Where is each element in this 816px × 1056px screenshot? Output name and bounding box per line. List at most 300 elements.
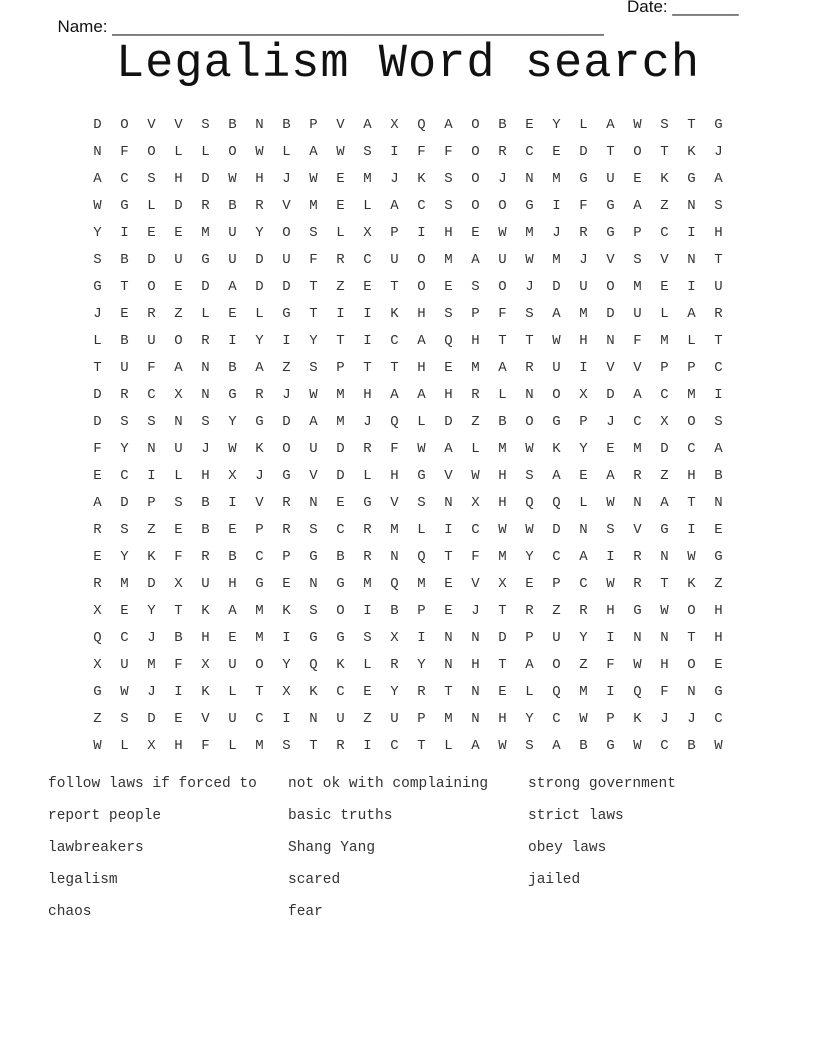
grid-cell: A <box>660 495 669 511</box>
grid-cell: S <box>282 738 291 754</box>
grid-cell: Z <box>714 576 723 592</box>
grid-cell: G <box>93 279 102 295</box>
grid-cell: R <box>282 522 291 538</box>
grid-cell: U <box>228 225 237 241</box>
grid-row <box>84 112 732 139</box>
grid-cell: G <box>579 171 588 187</box>
grid-cell: O <box>147 279 156 295</box>
grid-cell: H <box>579 333 588 349</box>
grid-cell: U <box>552 630 561 646</box>
word-list-item: not ok with complaining <box>288 776 489 792</box>
grid-cell: V <box>471 576 480 592</box>
grid-cell: Y <box>309 333 318 349</box>
grid-cell: J <box>687 711 696 727</box>
grid-cell: L <box>444 738 453 754</box>
grid-cell: M <box>363 576 372 592</box>
grid-cell: T <box>120 279 129 295</box>
grid-cell: A <box>444 441 453 457</box>
grid-cell: O <box>525 414 534 430</box>
grid-cell: B <box>390 603 399 619</box>
grid-cell: W <box>525 522 534 538</box>
grid-cell: R <box>201 198 210 214</box>
grid-cell: S <box>174 495 183 511</box>
grid-cell: I <box>336 306 345 322</box>
grid-cell: J <box>606 414 615 430</box>
grid-cell: L <box>174 468 183 484</box>
grid-cell: P <box>309 117 318 133</box>
grid-cell: E <box>93 549 102 565</box>
grid-cell: V <box>282 198 291 214</box>
grid-cell: N <box>309 711 318 727</box>
grid-cell: E <box>228 630 237 646</box>
grid-cell: E <box>552 144 561 160</box>
grid-cell: C <box>579 576 588 592</box>
grid-cell: R <box>363 522 372 538</box>
word-list-item: follow laws if forced to <box>48 776 257 792</box>
grid-cell: B <box>498 414 507 430</box>
grid-cell: J <box>282 171 291 187</box>
grid-cell: E <box>525 117 534 133</box>
grid-cell: I <box>363 738 372 754</box>
word-list-item: jailed <box>528 872 581 888</box>
grid-cell: K <box>147 549 156 565</box>
grid-cell: N <box>633 630 642 646</box>
grid-cell: W <box>687 549 696 565</box>
grid-cell: R <box>201 333 210 349</box>
grid-cell: N <box>687 252 696 268</box>
grid-cell: U <box>147 333 156 349</box>
grid-cell: B <box>228 360 237 376</box>
grid-cell: N <box>309 576 318 592</box>
grid-cell: E <box>228 522 237 538</box>
grid-cell: V <box>201 711 210 727</box>
grid-cell: W <box>606 576 615 592</box>
grid-cell: N <box>471 630 480 646</box>
grid-cell: I <box>714 387 723 403</box>
grid-cell: L <box>201 306 210 322</box>
word-list-item: basic truths <box>288 808 393 824</box>
grid-cell: G <box>417 468 426 484</box>
grid-cell: K <box>687 576 696 592</box>
grid-cell: K <box>255 441 264 457</box>
grid-cell: R <box>633 576 642 592</box>
grid-cell: T <box>390 279 399 295</box>
grid-cell: T <box>606 144 615 160</box>
grid-cell: U <box>606 171 615 187</box>
grid-cell: R <box>336 738 345 754</box>
grid-cell: M <box>633 441 642 457</box>
grid-cell: E <box>444 576 453 592</box>
grid-cell: N <box>687 684 696 700</box>
grid-cell: S <box>309 360 318 376</box>
grid-cell: B <box>120 252 129 268</box>
grid-cell: X <box>390 117 399 133</box>
grid-cell: E <box>444 360 453 376</box>
grid-cell: Y <box>525 711 534 727</box>
grid-cell: L <box>363 657 372 673</box>
grid-cell: G <box>660 522 669 538</box>
name-field-label: Name: ____________________________________________________ <box>57 17 604 36</box>
grid-cell: C <box>336 522 345 538</box>
grid-cell: Y <box>228 414 237 430</box>
grid-cell: L <box>228 684 237 700</box>
grid-cell: R <box>390 657 399 673</box>
grid-cell: O <box>417 252 426 268</box>
grid-cell: I <box>417 225 426 241</box>
grid-cell: S <box>525 468 534 484</box>
grid-row <box>84 382 732 409</box>
grid-cell: Y <box>255 333 264 349</box>
grid-cell: D <box>579 144 588 160</box>
grid-cell: X <box>93 657 102 673</box>
grid-cell: M <box>552 171 561 187</box>
grid-cell: K <box>309 684 318 700</box>
grid-cell: Y <box>147 603 156 619</box>
grid-cell: W <box>498 522 507 538</box>
word-list-item: report people <box>48 808 162 824</box>
grid-cell: I <box>174 684 183 700</box>
grid-cell: O <box>120 117 129 133</box>
grid-cell: N <box>714 495 723 511</box>
grid-cell: I <box>282 711 291 727</box>
grid-cell: Y <box>579 441 588 457</box>
grid-cell: R <box>93 522 102 538</box>
grid-cell: J <box>93 306 102 322</box>
grid-cell: L <box>255 306 264 322</box>
grid-cell: S <box>309 603 318 619</box>
grid-cell: D <box>147 252 156 268</box>
grid-cell: L <box>363 468 372 484</box>
grid-cell: U <box>714 279 723 295</box>
grid-cell: Q <box>93 630 102 646</box>
grid-cell: S <box>633 252 642 268</box>
grid-cell: L <box>282 144 291 160</box>
grid-row <box>84 409 732 436</box>
grid-cell: N <box>147 441 156 457</box>
grid-cell: M <box>471 360 480 376</box>
grid-cell: Q <box>417 549 426 565</box>
grid-cell: A <box>471 738 480 754</box>
grid-cell: R <box>417 684 426 700</box>
grid-cell: K <box>660 171 669 187</box>
grid-cell: T <box>714 252 723 268</box>
grid-cell: I <box>579 360 588 376</box>
word-list-item: fear <box>288 904 323 920</box>
grid-cell: E <box>174 711 183 727</box>
grid-cell: J <box>525 279 534 295</box>
grid-cell: J <box>660 711 669 727</box>
grid-cell: V <box>147 117 156 133</box>
grid-cell: K <box>282 603 291 619</box>
grid-cell: O <box>498 279 507 295</box>
grid-cell: X <box>471 495 480 511</box>
grid-cell: D <box>552 279 561 295</box>
grid-cell: C <box>552 549 561 565</box>
grid-cell: D <box>201 171 210 187</box>
grid-cell: I <box>687 225 696 241</box>
grid-cell: A <box>606 117 615 133</box>
grid-cell: Z <box>336 279 345 295</box>
grid-cell: S <box>120 711 129 727</box>
grid-cell: W <box>606 495 615 511</box>
grid-cell: W <box>525 252 534 268</box>
grid-row <box>84 247 732 274</box>
grid-cell: D <box>552 522 561 538</box>
grid-cell: G <box>120 198 129 214</box>
grid-cell: G <box>309 630 318 646</box>
grid-cell: O <box>147 144 156 160</box>
grid-cell: T <box>714 333 723 349</box>
word-list-item: lawbreakers <box>48 840 144 856</box>
grid-cell: O <box>255 657 264 673</box>
grid-cell: A <box>525 657 534 673</box>
grid-row <box>84 463 732 490</box>
grid-row <box>84 274 732 301</box>
grid-cell: F <box>309 252 318 268</box>
grid-cell: A <box>579 549 588 565</box>
grid-cell: L <box>471 441 480 457</box>
grid-cell: C <box>336 684 345 700</box>
grid-cell: B <box>714 468 723 484</box>
grid-cell: T <box>525 333 534 349</box>
grid-cell: X <box>363 225 372 241</box>
grid-cell: M <box>255 738 264 754</box>
grid-cell: K <box>633 711 642 727</box>
grid-cell: P <box>255 522 264 538</box>
grid-cell: M <box>579 684 588 700</box>
grid-cell: J <box>498 171 507 187</box>
grid-cell: H <box>255 171 264 187</box>
grid-cell: U <box>390 711 399 727</box>
grid-cell: H <box>390 468 399 484</box>
grid-cell: L <box>525 684 534 700</box>
word-list-item: obey laws <box>528 840 607 856</box>
grid-cell: Y <box>120 441 129 457</box>
grid-cell: P <box>633 225 642 241</box>
grid-cell: G <box>552 414 561 430</box>
grid-cell: R <box>471 387 480 403</box>
grid-cell: A <box>714 441 723 457</box>
grid-cell: W <box>660 603 669 619</box>
grid-cell: B <box>687 738 696 754</box>
grid-cell: G <box>633 603 642 619</box>
grid-cell: I <box>606 630 615 646</box>
grid-cell: R <box>633 468 642 484</box>
grid-cell: C <box>471 522 480 538</box>
grid-cell: G <box>201 252 210 268</box>
grid-cell: U <box>309 441 318 457</box>
grid-cell: W <box>633 657 642 673</box>
grid-cell: G <box>282 306 291 322</box>
word-list <box>48 776 768 936</box>
grid-cell: G <box>93 684 102 700</box>
grid-cell: L <box>147 198 156 214</box>
grid-cell: I <box>606 684 615 700</box>
grid-cell: B <box>228 117 237 133</box>
grid-cell: C <box>120 468 129 484</box>
grid-cell: R <box>525 603 534 619</box>
grid-cell: L <box>336 225 345 241</box>
grid-cell: L <box>93 333 102 349</box>
grid-cell: P <box>417 711 426 727</box>
grid-cell: W <box>309 171 318 187</box>
grid-cell: T <box>309 306 318 322</box>
grid-cell: W <box>579 711 588 727</box>
grid-row <box>84 139 732 166</box>
grid-cell: S <box>201 117 210 133</box>
date-field-label: Date: _______ <box>627 0 739 16</box>
grid-cell: S <box>120 522 129 538</box>
grid-cell: H <box>174 171 183 187</box>
grid-cell: N <box>444 495 453 511</box>
grid-cell: P <box>417 603 426 619</box>
word-list-row <box>48 840 768 872</box>
grid-cell: V <box>336 117 345 133</box>
grid-cell: T <box>255 684 264 700</box>
word-list-item: Shang Yang <box>288 840 376 856</box>
grid-cell: M <box>363 171 372 187</box>
grid-row <box>84 733 732 760</box>
grid-cell: L <box>120 738 129 754</box>
grid-cell: M <box>579 306 588 322</box>
grid-cell: C <box>363 252 372 268</box>
grid-cell: R <box>579 603 588 619</box>
grid-cell: E <box>282 576 291 592</box>
grid-cell: H <box>417 360 426 376</box>
grid-cell: P <box>471 306 480 322</box>
grid-cell: I <box>147 468 156 484</box>
grid-cell: T <box>498 603 507 619</box>
grid-cell: R <box>525 360 534 376</box>
grid-cell: I <box>228 333 237 349</box>
grid-cell: K <box>687 144 696 160</box>
grid-cell: R <box>93 576 102 592</box>
grid-cell: E <box>120 603 129 619</box>
grid-cell: P <box>336 360 345 376</box>
grid-cell: C <box>390 738 399 754</box>
grid-cell: P <box>525 630 534 646</box>
grid-cell: T <box>93 360 102 376</box>
grid-cell: N <box>255 117 264 133</box>
grid-cell: E <box>714 522 723 538</box>
grid-cell: C <box>660 738 669 754</box>
grid-cell: N <box>201 387 210 403</box>
grid-cell: T <box>309 738 318 754</box>
grid-cell: F <box>147 360 156 376</box>
grid-cell: W <box>120 684 129 700</box>
grid-cell: O <box>228 144 237 160</box>
grid-cell: D <box>93 414 102 430</box>
grid-cell: M <box>120 576 129 592</box>
grid-cell: J <box>471 603 480 619</box>
grid-cell: A <box>390 387 399 403</box>
grid-cell: B <box>201 495 210 511</box>
grid-cell: S <box>714 414 723 430</box>
letter-grid <box>84 112 732 760</box>
grid-cell: M <box>444 252 453 268</box>
grid-cell: N <box>93 144 102 160</box>
page-title: Legalism Word search <box>115 38 701 91</box>
grid-cell: I <box>363 333 372 349</box>
grid-cell: X <box>390 630 399 646</box>
grid-cell: Y <box>390 684 399 700</box>
grid-cell: N <box>471 684 480 700</box>
grid-cell: U <box>552 360 561 376</box>
grid-cell: N <box>633 495 642 511</box>
grid-cell: P <box>147 495 156 511</box>
grid-cell: E <box>444 279 453 295</box>
grid-cell: H <box>201 468 210 484</box>
grid-cell: C <box>714 360 723 376</box>
grid-cell: X <box>282 684 291 700</box>
grid-cell: J <box>147 684 156 700</box>
grid-cell: I <box>363 306 372 322</box>
grid-cell: H <box>201 630 210 646</box>
grid-cell: N <box>687 198 696 214</box>
grid-cell: B <box>228 549 237 565</box>
grid-cell: N <box>201 360 210 376</box>
grid-cell: F <box>174 657 183 673</box>
grid-cell: K <box>417 171 426 187</box>
grid-cell: F <box>93 441 102 457</box>
grid-row <box>84 652 732 679</box>
grid-cell: H <box>471 657 480 673</box>
grid-cell: D <box>336 468 345 484</box>
grid-cell: N <box>525 387 534 403</box>
grid-cell: L <box>687 333 696 349</box>
grid-cell: N <box>174 414 183 430</box>
grid-cell: C <box>120 171 129 187</box>
grid-cell: W <box>336 144 345 160</box>
word-list-item: legalism <box>48 872 118 888</box>
grid-cell: T <box>444 549 453 565</box>
grid-cell: Y <box>255 225 264 241</box>
grid-cell: G <box>336 630 345 646</box>
word-list-item: chaos <box>48 904 92 920</box>
grid-row <box>84 328 732 355</box>
grid-cell: V <box>255 495 264 511</box>
grid-cell: I <box>363 603 372 619</box>
grid-cell: L <box>660 306 669 322</box>
grid-cell: Y <box>93 225 102 241</box>
grid-cell: I <box>120 225 129 241</box>
grid-cell: F <box>633 333 642 349</box>
grid-cell: J <box>390 171 399 187</box>
word-list-row <box>48 808 768 840</box>
grid-row <box>84 571 732 598</box>
grid-cell: F <box>120 144 129 160</box>
grid-cell: V <box>390 495 399 511</box>
grid-row <box>84 598 732 625</box>
grid-cell: W <box>228 171 237 187</box>
grid-cell: E <box>579 468 588 484</box>
grid-cell: T <box>417 738 426 754</box>
grid-cell: G <box>255 414 264 430</box>
grid-cell: M <box>444 711 453 727</box>
grid-cell: L <box>363 198 372 214</box>
grid-cell: B <box>579 738 588 754</box>
grid-cell: S <box>309 522 318 538</box>
grid-cell: E <box>525 576 534 592</box>
grid-cell: G <box>714 549 723 565</box>
grid-cell: C <box>660 387 669 403</box>
word-list-row <box>48 776 768 808</box>
grid-cell: H <box>687 468 696 484</box>
grid-cell: D <box>93 117 102 133</box>
grid-cell: I <box>606 549 615 565</box>
grid-cell: A <box>93 495 102 511</box>
grid-cell: J <box>579 252 588 268</box>
